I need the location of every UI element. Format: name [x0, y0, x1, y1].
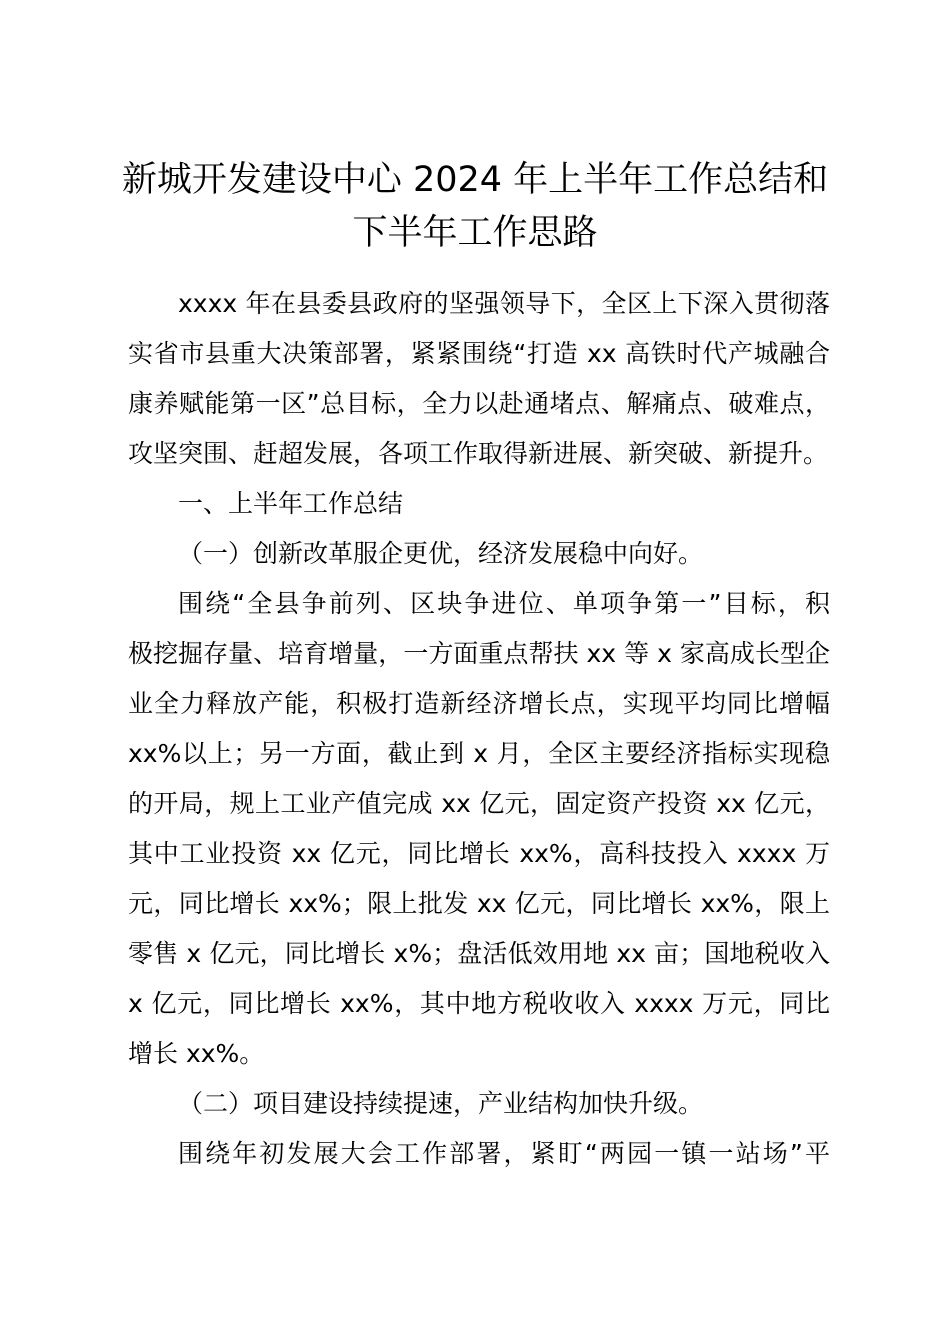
document-title-line-2: 下半年工作思路 — [352, 213, 598, 253]
body-line: 元，同比增长 xx%；限上批发 xx 亿元，同比增长 xx%，限上 — [128, 889, 830, 918]
body-line: 围绕年初发展大会工作部署，紧盯“两园一镇一站场”平 — [178, 1139, 830, 1168]
subsection-heading: （二）项目建设持续提速，产业结构加快升级。 — [178, 1089, 704, 1118]
intro-line: xxxx 年在县委县政府的坚强领导下，全区上下深入贯彻落 — [178, 289, 830, 318]
document-title-line-1: 新城开发建设中心 2024 年上半年工作总结和 — [121, 160, 829, 200]
body-line: 极挖掘存量、培育增量，一方面重点帮扶 xx 等 x 家高成长型企 — [128, 639, 830, 668]
body-line: xx%以上；另一方面，截止到 x 月，全区主要经济指标实现稳 — [128, 739, 830, 768]
intro-line: 康养赋能第一区”总目标，全力以赴通堵点、解痛点、破难点， — [128, 389, 830, 418]
body-line: x 亿元，同比增长 xx%，其中地方税收收入 xxxx 万元，同比 — [128, 989, 830, 1018]
body-line: 增长 xx%。 — [128, 1039, 265, 1068]
intro-line: 攻坚突围、赶超发展，各项工作取得新进展、新突破、新提升。 — [128, 439, 829, 468]
intro-line: 实省市县重大决策部署，紧紧围绕“打造 xx 高铁时代产城融合 — [128, 339, 830, 368]
body-line: 围绕“全县争前列、区块争进位、单项争第一”目标，积 — [178, 589, 830, 618]
body-line: 其中工业投资 xx 亿元，同比增长 xx%，高科技投入 xxxx 万 — [128, 839, 830, 868]
subsection-heading: （一）创新改革服企更优，经济发展稳中向好。 — [178, 539, 704, 568]
body-line: 零售 x 亿元，同比增长 x%；盘活低效用地 xx 亩；国地税收入 — [128, 939, 830, 968]
body-line: 的开局，规上工业产值完成 xx 亿元，固定资产投资 xx 亿元， — [128, 789, 830, 818]
section-heading: 一、上半年工作总结 — [178, 489, 404, 518]
body-line: 业全力释放产能，积极打造新经济增长点，实现平均同比增幅 — [128, 689, 830, 718]
